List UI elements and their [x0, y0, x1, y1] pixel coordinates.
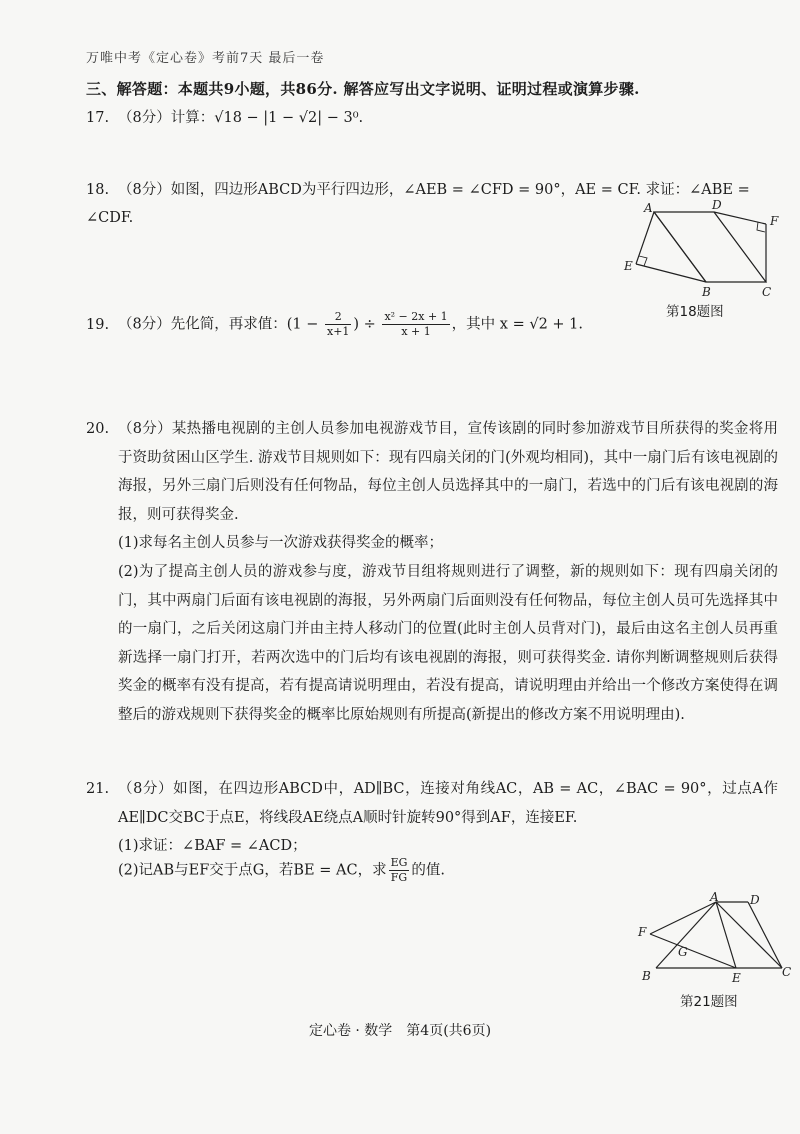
- question-19: 19. （8分）先化简，再求值：(1 − $\frac{2}{x+1}$ ) ÷ $\frac{\text{x² − 2x + 1}}{x + 1}$ ，其中 x = √2 + 1.: [86, 310, 583, 338]
- label-C: C: [762, 285, 772, 299]
- question-21-text: （8分）如图，在四边形ABCD中，AD∥BC，连接对角线AC，AB = AC，∠BAC = 90°，过点A作AE∥DC交BC于点E，将线段AE绕点A顺时针旋转90°得到AF，连接EF.: [118, 781, 778, 826]
- question-21-part-1: (1)求证：∠BAF = ∠ACD；: [118, 838, 307, 854]
- fraction-2: $\frac{\text{x² − 2x + 1}}{x + 1}$: [384, 310, 448, 338]
- question-21-part-2: (2)记AB与EF交于点G，若BE = AC，求 $\frac{EG}{FG}$ 的值.: [118, 856, 446, 884]
- question-20-part-1: (1)求每名主创人员参与一次游戏获得奖金的概率；: [118, 535, 444, 551]
- question-20-number: 20.: [86, 421, 110, 437]
- question-17: [86, 104, 363, 132]
- fraction-eg-fg: $\frac{EG}{FG}$: [390, 856, 408, 884]
- figure-18: [618, 200, 788, 300]
- label-A: A: [710, 890, 719, 904]
- label-B: B: [702, 285, 711, 299]
- question-text: （8分）计算：√18 − |1 − √2| − 3⁰.: [118, 110, 364, 126]
- label-E: E: [732, 971, 741, 985]
- label-F: F: [770, 214, 779, 228]
- label-C: C: [782, 965, 792, 979]
- label-A: A: [644, 201, 653, 215]
- question-20-part-2: (2)为了提高主创人员的游戏参与度，游戏节目组将规则进行了调整，新的规则如下：现有四扇关闭的门，其中两扇门后面有该电视剧的海报，另外两扇门后面则没有任何物品，每位主创人员可先选择其中的一扇门，之后关闭这扇门并由主持人移动门的位置(此时主创人员背对门)，最后由这名主创人员再重新选择一扇门打开，若两次选中的门后均有该电视剧的海报，则可获得奖金. 请你判断调整规则后获得奖金的概率有没有提高，若有提高请说明理由，若没有提高，请说明理由并给出一个修改方案使得在调整后的游戏规则下获得奖金的概率比原始规则有所提高(新提出的修改方案不用说明理由).: [118, 564, 778, 723]
- label-D: D: [750, 893, 760, 907]
- question-20-text: （8分）某热播电视剧的主创人员参加电视游戏节目，宣传该剧的同时参加游戏节目所获得的奖金将用于资助贫困山区学生. 游戏节目规则如下：现有四扇关闭的门(外观均相同)，其中一扇门后有该电视剧的海报，另外三扇门后则没有任何物品，每位主创人员选择其中的一扇门，若选中的门后有该电视剧的海报，则可获得奖金.: [118, 421, 778, 523]
- page-header: 万唯中考《定心卷》考前7天 最后一卷: [86, 51, 325, 66]
- question-lead: （8分）先化简，再求值：(1 −: [118, 316, 319, 333]
- figure-18-caption: 第18题图: [666, 304, 724, 320]
- label-G: G: [678, 945, 688, 959]
- label-E: E: [624, 259, 633, 273]
- section-title: 三、解答题：本题共9小题，共86分. 解答应写出文字说明、证明过程或演算步骤.: [86, 80, 640, 98]
- fraction-1: $\frac{2}{x+1}$: [326, 310, 350, 338]
- page-footer: 定心卷 · 数学 第4页(共6页): [308, 1023, 492, 1039]
- question-number: 19.: [86, 316, 110, 333]
- label-D: D: [712, 198, 722, 212]
- label-B: B: [642, 969, 651, 983]
- label-F: F: [638, 925, 647, 939]
- figure-21: [636, 890, 792, 988]
- question-text: （8分）如图，四边形ABCD为平行四边形，∠AEB = ∠CFD = 90°，AE = CF. 求证：∠ABE = ∠CDF.: [86, 182, 750, 226]
- question-tail: ，其中 x = √2 + 1.: [451, 316, 583, 333]
- question-number: 17.: [86, 110, 110, 126]
- figure-21-caption: 第21题图: [680, 994, 738, 1010]
- question-21-number: 21.: [86, 781, 110, 797]
- question-number: 18.: [86, 182, 110, 198]
